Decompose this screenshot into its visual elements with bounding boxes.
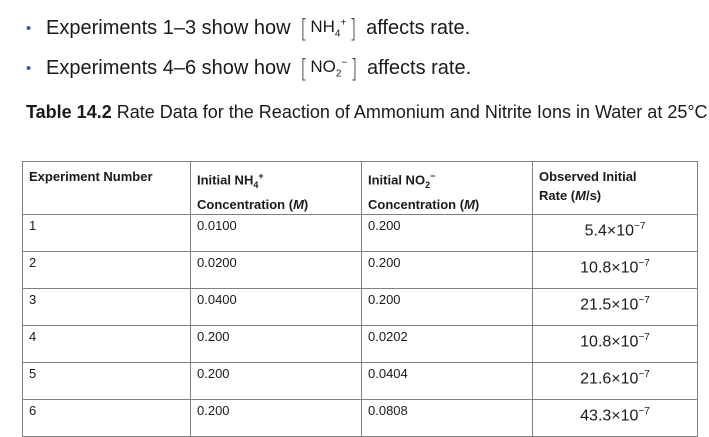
table-row (23, 325, 698, 362)
left-bracket-icon: [ (300, 13, 307, 43)
cell-no2: 0.0202 (362, 325, 533, 362)
cell-rate: $10.8\times 10^{-7}$ (533, 251, 698, 288)
cell-no2: 0.0808 (362, 399, 533, 436)
concentration-bracket (299, 53, 359, 83)
table-row (23, 288, 698, 325)
bullet-item (26, 8, 471, 48)
left-bracket-icon: [ (300, 53, 307, 83)
bullet-dot-icon: • (26, 19, 32, 37)
table-label: Table 14.2 (26, 102, 112, 122)
table-row (23, 399, 698, 436)
cell-no2: 0.0404 (362, 362, 533, 399)
cell-nh4: 0.0200 (191, 251, 362, 288)
cell-experiment: 5 (23, 362, 191, 399)
cell-no2: 0.200 (362, 288, 533, 325)
cell-experiment: 1 (23, 214, 191, 251)
bullet-suffix: affects rate. (367, 56, 472, 79)
cell-nh4: 0.200 (191, 325, 362, 362)
cell-rate: $5.4\times 10^{-7}$ (533, 214, 698, 251)
cell-rate: $43.3\times 10^{-7}$ (533, 399, 698, 436)
cell-rate: $21.5\times 10^{-7}$ (533, 288, 698, 325)
cell-no2: 0.200 (362, 214, 533, 251)
cell-nh4: 0.200 (191, 399, 362, 436)
table-header-row (23, 162, 698, 215)
bullet-suffix: affects rate. (366, 16, 471, 39)
cell-no2: 0.200 (362, 251, 533, 288)
bullet-text: Experiments 4–6 show how (46, 56, 291, 79)
species-formula: $NO_2^-$ (310, 56, 348, 80)
bullet-item (26, 48, 471, 88)
concentration-bracket (299, 13, 359, 43)
cell-experiment: 4 (23, 325, 191, 362)
right-bracket-icon: ] (349, 13, 357, 43)
rate-data-table (22, 161, 698, 437)
table-row (23, 251, 698, 288)
bullet-text: Experiments 1–3 show how (46, 16, 291, 39)
table-caption (26, 96, 709, 128)
cell-rate: $10.8\times 10^{-7}$ (533, 325, 698, 362)
cell-experiment: 2 (23, 251, 191, 288)
bullet-dot-icon: • (26, 59, 32, 77)
cell-nh4: 0.200 (191, 362, 362, 399)
cell-rate: $21.6\times 10^{-7}$ (533, 362, 698, 399)
right-bracket-icon: ] (350, 53, 358, 83)
bullet-list (26, 8, 471, 88)
species-formula: $NH_4^+$ (310, 16, 347, 40)
cell-experiment: 3 (23, 288, 191, 325)
table-caption-text: Rate Data for the Reaction of Ammonium and Nitrite Ions in Water at 25°C (116, 102, 708, 122)
header-observed-rate: Observed Initial Rate (M/s) (533, 162, 698, 215)
header-no2-concentration: Initial $NO_2^-$ Concentration (M) (362, 162, 533, 215)
header-experiment: Experiment Number (23, 162, 191, 215)
cell-nh4: 0.0100 (191, 214, 362, 251)
table-row (23, 362, 698, 399)
cell-nh4: 0.0400 (191, 288, 362, 325)
cell-experiment: 6 (23, 399, 191, 436)
table-row (23, 214, 698, 251)
header-nh4-concentration: Initial $NH_4^+$ Concentration (M) (191, 162, 362, 215)
